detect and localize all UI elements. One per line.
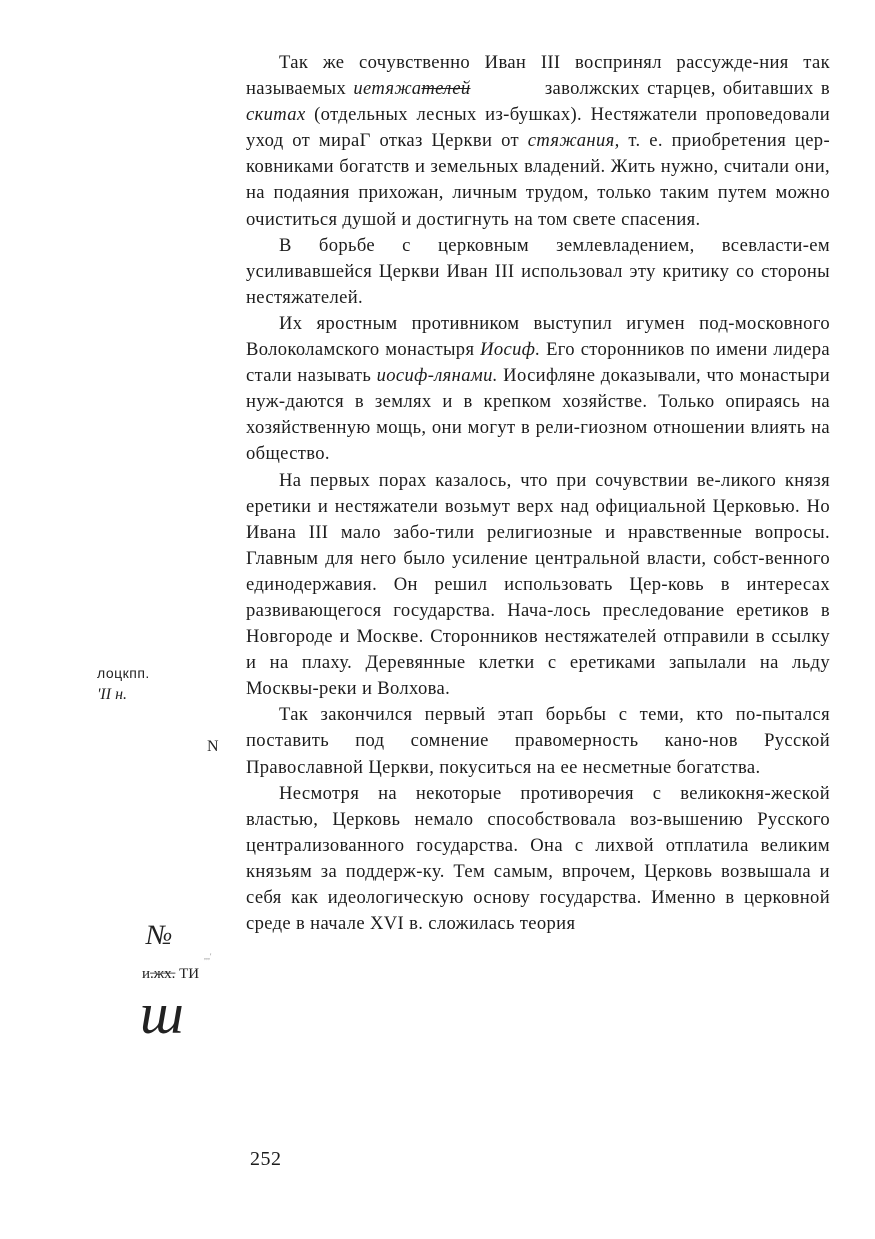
margin-glyph: ш (140, 981, 184, 1046)
paragraph (246, 702, 830, 780)
text-run: (отдельных лесных из-бушках). Нестяжатели проповедовали уход от мираГ отказ Церкви от (246, 104, 830, 152)
text-run (470, 78, 477, 99)
text-run: Его сторонников по имени лидера стали называть (246, 339, 830, 387)
margin-note: № (146, 920, 173, 951)
italic-term: иосиф-лянами. (376, 365, 498, 387)
paragraph (246, 311, 830, 468)
text-run: Несмотря на некоторые противоречия с великокня-жеской властью, Церковь немало способствовала воз-вышению Русского централизованного государства. Она с лихвой отплатила великим князьям за поддерж-ку. Тем самым, впрочем, Церковь возвышала и себя как идеологическую основу государства. Именно в церковной среде в начале XVI в. сложилась теория (246, 782, 830, 935)
margin-note: N (207, 738, 219, 755)
text-run: На первых порах казалось, что при сочувствии ве-ликого князя еретики и нестяжатели возьмут верх над официальной Церковью. Но Ивана III мало забо-тили религиозные и нравственные вопросы. Главным для него было усиление центральной власти, собст-венного единодержавия. Он решил использовать Цер-ковь в интересах развивающегося государства. Нача-лось преследование еретиков в Новгороде и Москве. Сторонников нестяжателей отправили в ссылку и на плаху. Деревянные клетки с еретиками запылали на льду Москвы-реки и Волхова. (246, 469, 830, 700)
paragraph (246, 233, 830, 311)
paragraph (246, 468, 830, 703)
italic-term: иетяжа (353, 78, 422, 100)
text-run: Так же сочувственно Иван III воспринял рассужде-ния так называемых (246, 52, 830, 100)
struck-text: телей (421, 78, 471, 100)
text-run: Иосифляне доказывали, что монастыри нуж-даются в землях и в крепком хозяйстве. Только опираясь на хозяйственную мощь, они могут в рели-гиозном отношении влиять на общество. (246, 365, 830, 465)
body-text (246, 50, 830, 937)
text-run: В борьбе с церковным землевладением, всевласти-ем усиливавшейся Церкви Иван III использовал эту критику со стороны нестяжателей. (246, 234, 830, 308)
margin-mark: ,,,' (204, 952, 212, 961)
italic-term: скитах (246, 104, 306, 126)
paragraph (246, 50, 830, 233)
paragraph (246, 781, 830, 938)
text-run: Так закончился первый этап борьбы с теми, кто по-пытался поставить под сомнение правомерность кано-нов Русской Православной Церкви, покуситься на ее несметные богатства. (246, 704, 830, 778)
margin-note: и.̶ж̶х̶. ТИ (142, 966, 200, 982)
text-run: т. е. приобретения цер-ковниками богатств и земельных владений. Жить нужно, считали они, на подаяния прихожан, личным трудом, только таким путем можно очиститься душой и достигнуть на том свете спасения. (246, 130, 830, 230)
italic-term: стяжания, (527, 130, 620, 152)
margin-note: 'II н. (97, 686, 128, 703)
text-run: заволжских старцев, обитавших в (537, 78, 830, 100)
italic-term: Иосиф. (480, 339, 541, 361)
page-number: 252 (250, 1148, 282, 1170)
margin-note: лоцкпп. (97, 665, 150, 681)
text-run: Их яростным противником выступил игумен под-московного Волоколамского монастыря (246, 312, 830, 361)
